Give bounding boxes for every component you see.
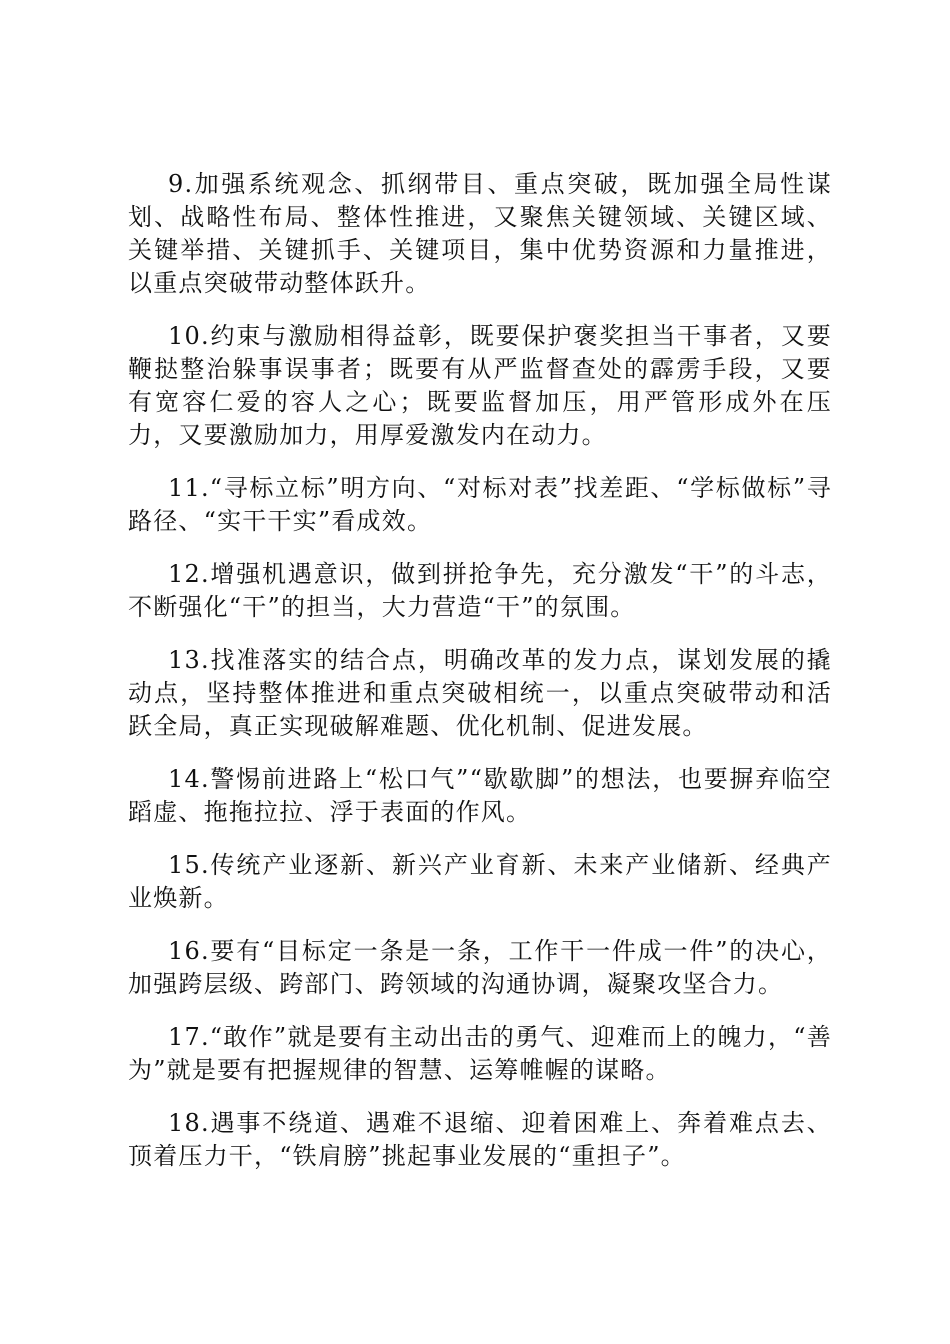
paragraph-14: 14.警惕前进路上“松口气”“歇歇脚”的想法，也要摒弃临空蹈虚、拖拖拉拉、浮于表面的作风。 [128, 765, 832, 826]
paragraph-16: 16.要有“目标定一条是一条，工作干一件成一件”的决心，加强跨层级、跨部门、跨领域的沟通协调，凝聚攻坚合力。 [128, 937, 832, 998]
paragraph-11: 11.“寻标立标”明方向、“对标对表”找差距、“学标做标”寻路径、“实干干实”看成效。 [128, 474, 832, 535]
paragraph-12: 12.增强机遇意识，做到拼抢争先，充分激发“干”的斗志，不断强化“干”的担当，大力营造“干”的氛围。 [128, 560, 832, 621]
paragraph-9: 9.加强系统观念、抓纲带目、重点突破，既加强全局性谋划、战略性布局、整体性推进，又聚焦关键领域、关键区域、关键举措、关键抓手、关键项目，集中优势资源和力量推进，以重点突破带动整体跃升。 [128, 170, 832, 297]
paragraph-15: 15.传统产业逐新、新兴产业育新、未来产业储新、经典产业焕新。 [128, 851, 832, 912]
paragraph-13: 13.找准落实的结合点，明确改革的发力点，谋划发展的撬动点，坚持整体推进和重点突破相统一，以重点突破带动和活跃全局，真正实现破解难题、优化机制、促进发展。 [128, 646, 832, 740]
paragraph-18: 18.遇事不绕道、遇难不退缩、迎着困难上、奔着难点去、顶着压力干，“铁肩膀”挑起事业发展的“重担子”。 [128, 1109, 832, 1170]
paragraph-10: 10.约束与激励相得益彰，既要保护褒奖担当干事者，又要鞭挞整治躲事误事者；既要有从严监督查处的霹雳手段，又要有宽容仁爱的容人之心；既要监督加压，用严管形成外在压力，又要激励加力，用厚爱激发内在动力。 [128, 322, 832, 449]
document-body [128, 168, 832, 1193]
paragraph-17: 17.“敢作”就是要有主动出击的勇气、迎难而上的魄力，“善为”就是要有把握规律的智慧、运筹帷幄的谋略。 [128, 1023, 832, 1084]
